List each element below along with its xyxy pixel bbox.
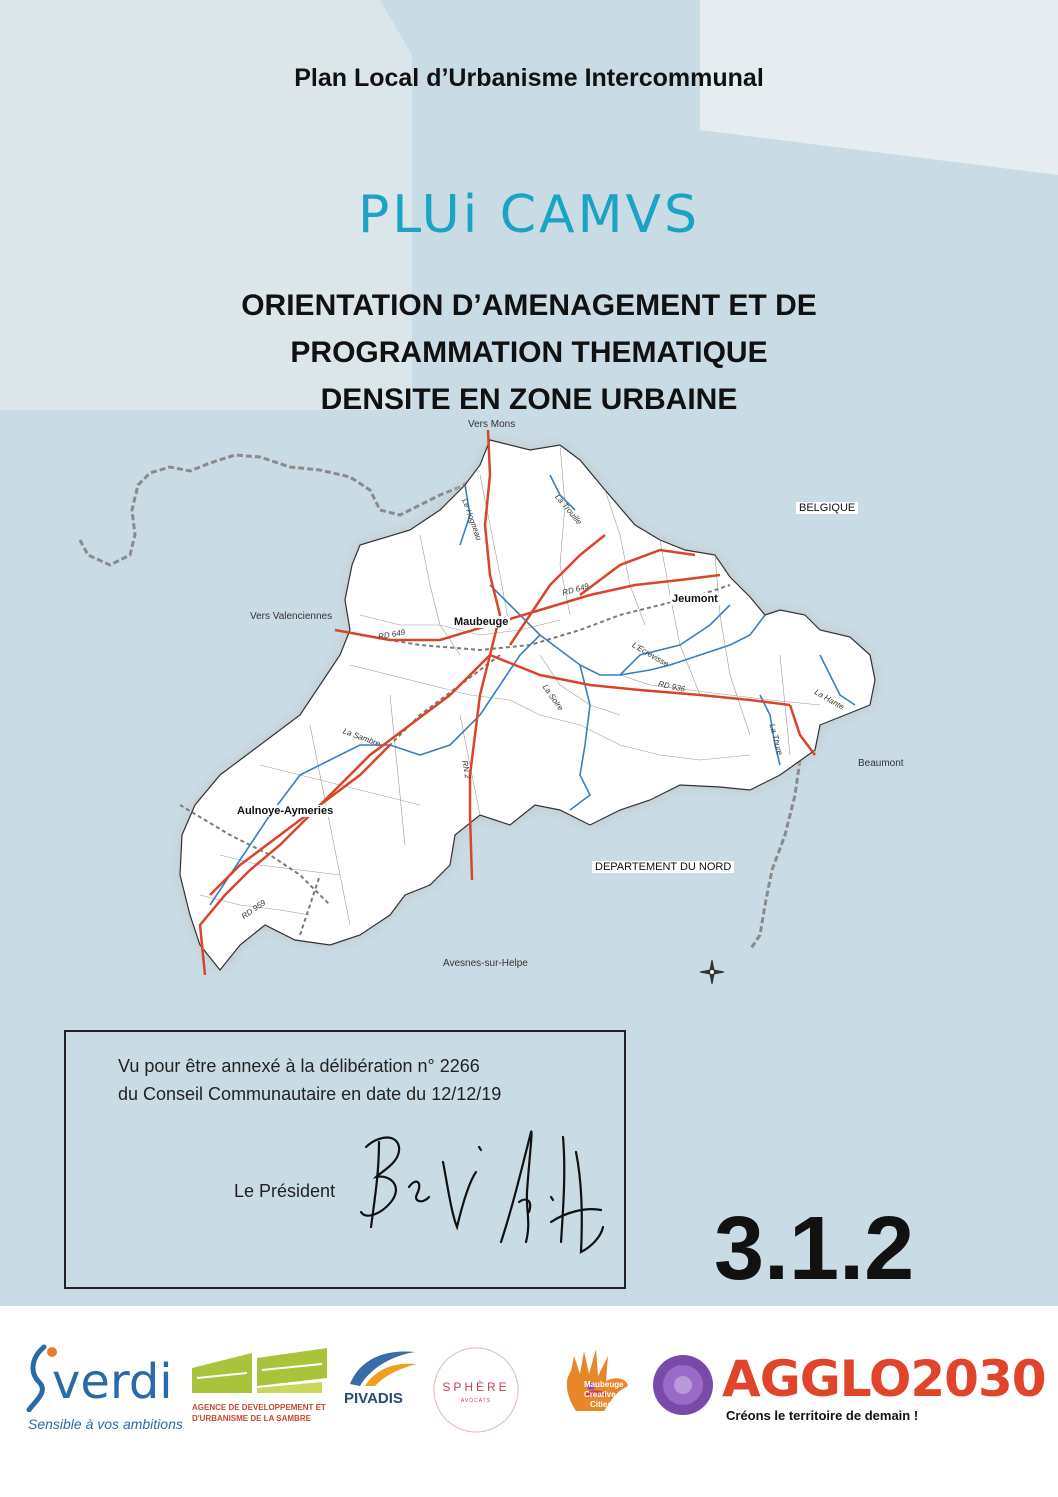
adus-symbol-icon (192, 1348, 327, 1398)
agglo-circle-icon (652, 1354, 714, 1416)
road-rd936: RD 936 (657, 679, 686, 694)
agglo-tagline: Créons le territoire de demain ! (726, 1408, 919, 1423)
agglo-name: AGGLO2030 (722, 1350, 1046, 1408)
river-solre: La Solre (540, 682, 566, 713)
document-number: 3.1.2 (714, 1199, 915, 1299)
territory-map (60, 415, 920, 1015)
territory-shape (180, 440, 875, 970)
sphere-logo (432, 1346, 522, 1436)
president-label: Le Président (234, 1181, 336, 1201)
city-jeumont: Jeumont (672, 593, 718, 605)
maubeuge-creative-cities-logo (556, 1346, 641, 1441)
direction-east: Beaumont (858, 758, 904, 769)
title-line-3: DENSITE EN ZONE URBAINE (320, 383, 738, 416)
river-trouille: La Trouille (553, 492, 584, 527)
verdi-name: verdi (52, 1354, 173, 1410)
pivadis-logo (340, 1344, 425, 1424)
title-line-1: ORIENTATION D’AMENAGEMENT ET DE (241, 289, 817, 322)
document-subtitle: Plan Local d’Urbanisme Intercommunal (294, 64, 764, 92)
pivadis-name: PIVADIS (344, 1390, 403, 1407)
verdi-tagline: Sensible à vos ambitions (28, 1416, 183, 1432)
river-sambre: La Sambre (341, 726, 382, 749)
river-hante: La Hante (812, 687, 846, 712)
road-rn2: RN 2 (460, 759, 473, 780)
pivadis-symbol-icon (345, 1344, 420, 1389)
region-belgium: BELGIQUE (796, 502, 858, 514)
compass-rose-icon (700, 960, 724, 984)
mcc-line-2: Creative (584, 1390, 616, 1399)
deliberation-line-1: Vu pour être annexé à la délibération n° 2266 (118, 1056, 480, 1076)
adus-line-2: D'URBANISME DE LA SAMBRE (192, 1414, 311, 1423)
city-maubeuge: Maubeuge (454, 616, 509, 628)
direction-west: Vers Valenciennes (250, 611, 333, 622)
sphere-sub: AVOCATS (460, 1398, 492, 1404)
road-rd649-east: RD 649 (561, 581, 590, 598)
document-title (0, 282, 1058, 423)
adus-line-1: AGENCE DE DEVELOPPEMENT ET (192, 1403, 326, 1412)
river-ecrevisse: L'Ecrevisse (630, 640, 671, 669)
road-rd959: RD 959 (239, 898, 268, 921)
direction-north: Vers Mons (468, 419, 516, 430)
deliberation-line-2: du Conseil Communautaire en date du 12/12/19 (118, 1084, 502, 1104)
mcc-line-1: Maubeuge (584, 1380, 624, 1389)
region-nord: DEPARTEMENT DU NORD (592, 861, 734, 873)
adus-logo (192, 1348, 332, 1433)
president-signature (351, 1102, 611, 1272)
mcc-line-3: Cities (590, 1400, 612, 1409)
direction-south: Avesnes-sur-Helpe (443, 958, 528, 969)
signature-box (64, 1030, 626, 1289)
river-hogneau: Le Hogneau (460, 497, 484, 542)
city-aulnoye: Aulnoye-Aymeries (237, 805, 334, 817)
river-thure: La Thure (767, 722, 785, 757)
road-rd649-west: RD 649 (377, 627, 406, 642)
south-border (750, 760, 800, 950)
sphere-name: SPHÈRE (442, 1380, 510, 1394)
partner-logos-footer (0, 1306, 1058, 1497)
map-drawing (60, 415, 920, 1015)
verdi-logo (24, 1342, 189, 1437)
title-line-2: PROGRAMMATION THEMATIQUE (290, 336, 768, 369)
plui-brand-logo: PLUi CAMVS (357, 185, 701, 245)
agglo2030-logo (652, 1350, 1046, 1432)
